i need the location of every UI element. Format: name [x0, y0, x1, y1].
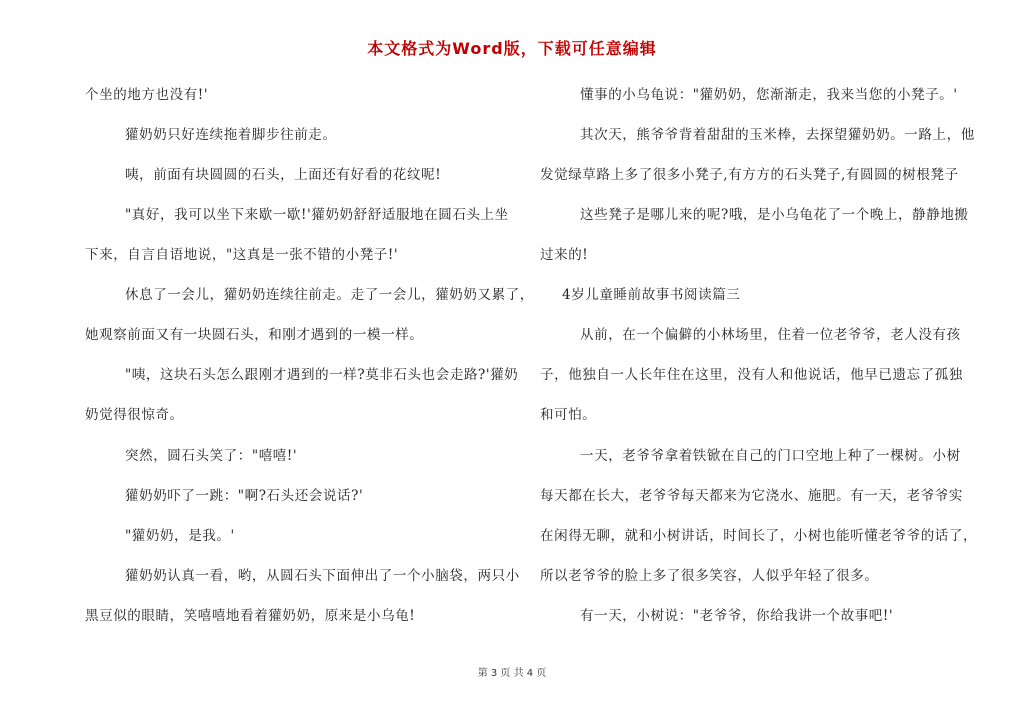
text-line: 黑豆似的眼睛，笑嘻嘻地看着獾奶奶，原来是小乌龟!	[85, 608, 416, 624]
section-heading: 4岁儿童睡前故事书阅读篇三	[562, 287, 741, 303]
text-line: 突然，圆石头笑了："嘻嘻!'	[125, 448, 298, 464]
text-line: 这些凳子是哪儿来的呢?哦，是小乌龟花了一个晚上，静静地搬	[580, 207, 969, 223]
text-line: 一天，老爷爷拿着铁锨在自己的门口空地上种了一棵树。小树	[580, 448, 961, 464]
text-line: "獾奶奶，是我。'	[125, 528, 235, 544]
text-line: 她观察前面又有一块圆石头，和刚才遇到的一模一样。	[85, 327, 424, 343]
text-line: 咦，前面有块圆圆的石头，上面还有好看的花纹呢!	[125, 167, 442, 183]
text-line: "咦，这块石头怎么跟刚才遇到的一样?莫非石头也会走路?'獾奶	[125, 367, 519, 383]
text-line: 发觉绿草路上多了很多小凳子,有方方的石头凳子,有圆圆的树根凳子	[540, 167, 959, 183]
text-line: 在闲得无聊，就和小树讲话，时间长了，小树也能听懂老爷爷的话了，	[540, 528, 978, 544]
text-line: 过来的!	[540, 247, 589, 263]
page-number: 第 3 页 共 4 页	[477, 668, 547, 679]
text-line: 下来，自言自语地说，"这真是一张不错的小凳子!'	[85, 247, 399, 263]
text-line: 和可怕。	[540, 407, 597, 423]
text-line: 其次天，熊爷爷背着甜甜的玉米棒，去探望獾奶奶。一路上，他	[580, 127, 975, 143]
text-line: 休息了一会儿，獾奶奶连续往前走。走了一会儿，獾奶奶又累了，	[125, 287, 534, 303]
text-line: 獾奶奶吓了一跳："啊?石头还会说话?'	[125, 488, 364, 504]
text-line: 奶觉得很惊奇。	[85, 407, 184, 423]
text-line: 有一天，小树说："老爷爷，你给我讲一个故事吧!'	[580, 608, 894, 624]
document-header-title: 本文格式为Word版，下载可任意编辑	[367, 39, 657, 58]
text-line: 个坐的地方也没有!'	[85, 87, 209, 103]
text-line: 獾奶奶认真一看，哟，从圆石头下面伸出了一个小脑袋，两只小	[125, 568, 520, 584]
text-line: 每天都在长大，老爷爷每天都来为它浇水、施肥。有一天，老爷爷实	[540, 488, 963, 504]
text-line: "真好，我可以坐下来歇一歇!'獾奶奶舒舒适服地在圆石头上坐	[125, 207, 509, 223]
text-line: 獾奶奶只好连续拖着脚步往前走。	[125, 127, 337, 143]
text-line: 所以老爷爷的脸上多了很多笑容，人似乎年轻了很多。	[540, 568, 879, 584]
text-line: 懂事的小乌龟说："獾奶奶，您渐渐走，我来当您的小凳子。'	[580, 87, 958, 103]
text-line: 从前，在一个偏僻的小林场里，住着一位老爷爷，老人没有孩	[580, 327, 961, 343]
text-line: 子，他独自一人长年住在这里，没有人和他说话，他早已遗忘了孤独	[540, 367, 963, 383]
